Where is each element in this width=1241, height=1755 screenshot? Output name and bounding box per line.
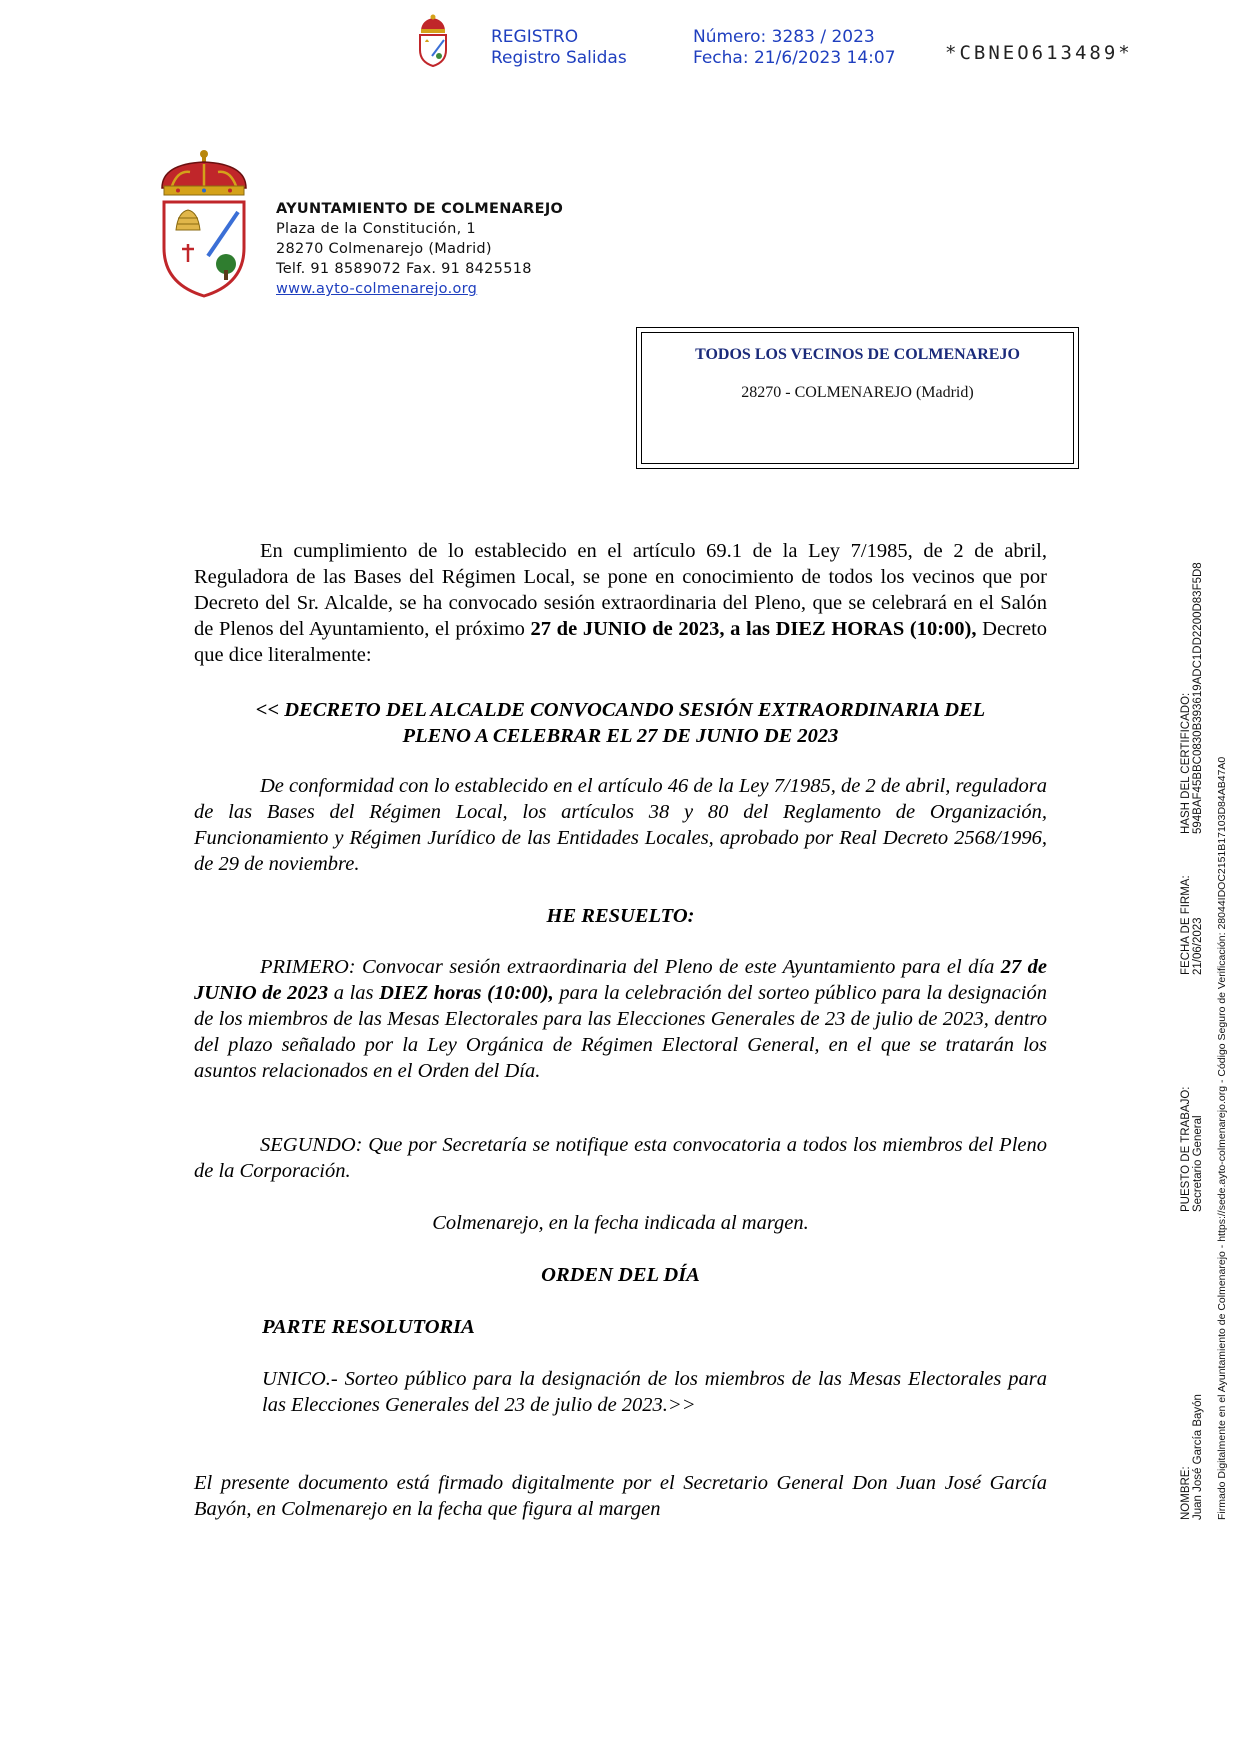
- intro-text-3: Decreto que dice literalmente:: [194, 618, 1048, 666]
- council-phone: Telf. 91 8589072 Fax. 91 8425518: [276, 261, 532, 277]
- signature-note: El presente documento está firmado digitalmente por el Secretario General Don Juan José García Bayón, en Colmenarejo en la fecha que figura al margen: [194, 1472, 1047, 1520]
- signature-name-value: Juan José García Bayón: [1192, 1394, 1204, 1520]
- decree-first-point: [194, 954, 1047, 1084]
- registry-subtype: Registro Salidas: [491, 48, 627, 68]
- decree-second-point: SEGUNDO: Que por Secretaría se notifique esta convocatoria a todos los miembros del Pleno de la Corporación.: [194, 1134, 1047, 1182]
- decree-title: [194, 697, 1047, 749]
- agenda-item: UNICO.- Sorteo público para la designación de los miembros de las Mesas Electorales para las Elecciones Generales del 23 de julio de 2023.>>: [262, 1368, 1047, 1416]
- signature-position-label: PUESTO DE TRABAJO:: [1180, 1086, 1192, 1212]
- verification-line: Firmado Digitalmente en el Ayuntamiento de Colmenarejo - https://sede.ayto-colmenarejo.org - Código Seguro de Verificación: 28044IDOC2151B17103D84AB47A0: [1216, 756, 1228, 1520]
- council-name: AYUNTAMIENTO DE COLMENAREJO: [276, 201, 564, 217]
- recipient-box: [636, 327, 1079, 469]
- council-city: 28270 Colmenarejo (Madrid): [276, 241, 492, 257]
- intro-date: 27 de JUNIO de 2023: [530, 618, 720, 640]
- registry-type: REGISTRO: [491, 27, 579, 47]
- signature-position-value: Secretario General: [1192, 1115, 1204, 1212]
- decree-legal-basis: De conformidad con lo establecido en el artículo 46 de la Ley 7/1985, de 2 de abril, reguladora de las Bases del Régimen Local, los artículos 38 y 80 del Reglamento de Organización, Funcionamiento y Régimen Jurídico de las Entidades Locales, aprobado por Real Decreto 2568/1996, de 29 de noviembre.: [194, 775, 1047, 875]
- signature-name-label: NOMBRE:: [1180, 1466, 1192, 1520]
- recipient-box-inner: [641, 332, 1074, 464]
- intro-time: a las DIEZ HORAS (10:00),: [730, 618, 977, 640]
- signature-name-block: [1180, 1394, 1204, 1520]
- primero-date: 27 de JUNIO de 2023: [194, 956, 1047, 1004]
- council-address: Plaza de la Constitución, 1: [276, 221, 476, 237]
- town-coat-of-arms-icon: [158, 148, 250, 300]
- registry-labels: [491, 27, 627, 69]
- registry-date: Fecha: 21/6/2023 14:07: [693, 48, 896, 68]
- decree-title-line-2: PLENO A CELEBRAR EL 27 DE JUNIO DE 2023: [402, 725, 839, 747]
- council-website-link[interactable]: www.ayto-colmenarejo.org: [276, 281, 478, 297]
- intro-text-2: ,: [719, 618, 731, 640]
- registry-crest-icon: [416, 12, 450, 68]
- signature-position-block: [1180, 1087, 1204, 1212]
- decree-title-line-1: << DECRETO DEL ALCALDE CONVOCANDO SESIÓN EXTRAORDINARIA DEL: [255, 699, 986, 721]
- decree-closing: Colmenarejo, en la fecha indicada al margen.: [432, 1212, 809, 1234]
- primero-text-2: a las: [328, 982, 380, 1004]
- primero-time: DIEZ horas (10:00),: [379, 982, 554, 1004]
- letterhead-text: [276, 199, 563, 299]
- intro-paragraph: [194, 538, 1047, 668]
- signature-date-block: [1180, 875, 1204, 975]
- signature-date-label: FECHA DE FIRMA:: [1180, 875, 1192, 975]
- signature-hash-block: [1180, 562, 1204, 834]
- recipient-name: TODOS LOS VECINOS DE COLMENAREJO: [695, 346, 1020, 363]
- primero-text-1: PRIMERO: Convocar sesión extraordinaria del Pleno de este Ayuntamiento para el día: [260, 956, 1001, 978]
- registry-number: Número: 3283 / 2023: [693, 27, 875, 47]
- agenda-heading: ORDEN DEL DÍA: [541, 1264, 700, 1286]
- primero-text-3: para la celebración del sorteo público para la designación de los miembros de las Mesas Electorales para las Elecciones Generales de 23 de julio de 2023, dentro del plazo señalado por la Ley Orgánica de Régimen Electoral General, en el que se tratarán los asuntos relacionados en el Orden del Día.: [194, 982, 1047, 1082]
- registry-barcode-code: *CBNEO613489*: [945, 42, 1133, 64]
- agenda-section-title: PARTE RESOLUTORIA: [262, 1316, 475, 1338]
- recipient-location: 28270 - COLMENAREJO (Madrid): [741, 384, 974, 401]
- signature-date-value: 21/06/2023: [1192, 917, 1204, 975]
- intro-text-1: En cumplimiento de lo establecido en el artículo 69.1 de la Ley 7/1985, de 2 de abril, Reguladora de las Bases del Régimen Local, se pone en conocimiento de todos los vecinos que por Decreto del Sr. Alcalde, se ha convocado sesión extraordinaria del Pleno, que se celebrará en el Salón de Plenos del Ayuntamiento, el próximo: [194, 540, 1047, 640]
- signature-hash-value: 594BAF45BBC0830B393619ADC1DD2200D83F5D8: [1192, 562, 1204, 834]
- registry-details: [693, 27, 896, 69]
- resolved-heading: HE RESUELTO:: [546, 905, 695, 927]
- signature-hash-label: HASH DEL CERTIFICADO:: [1180, 692, 1192, 834]
